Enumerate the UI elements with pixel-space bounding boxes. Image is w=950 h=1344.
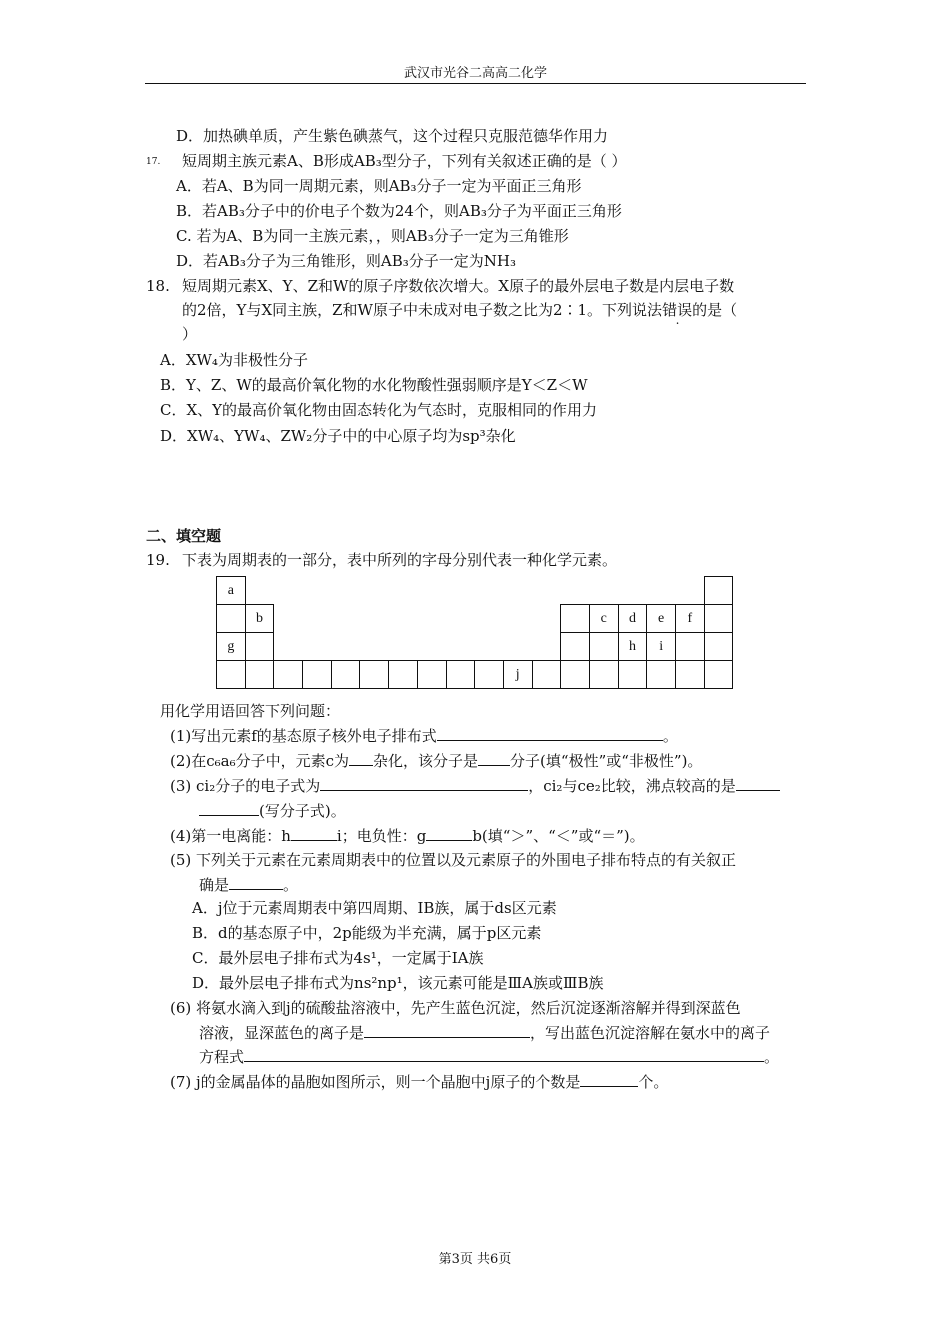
cell-e: e (647, 605, 676, 633)
cell-period2-g18 (704, 605, 733, 633)
q18-stem-line2 (182, 300, 737, 320)
periodic-table (216, 576, 733, 689)
q19-part6-line3 (199, 1046, 779, 1067)
answer-blank[interactable] (244, 1046, 764, 1062)
cell-c: c (589, 605, 618, 633)
q17-number: 17. (146, 157, 161, 167)
cell-period3-g17 (676, 633, 705, 661)
q19-part2 (170, 750, 702, 771)
q19-part6-line2 (199, 1022, 770, 1043)
q19-part5-option-a: A．j位于元素周期表中第四周期、ⅠB族，属于ds区元素 (192, 899, 557, 917)
q17-stem: 短周期主族元素A、B形成AB₃型分子，下列有关叙述正确的是（ ） (182, 152, 627, 170)
answer-blank[interactable] (229, 874, 283, 890)
cell-period4 (417, 661, 446, 689)
q19-part6-line1: (6) 将氨水滴入到j的硫酸盐溶液中，先产生蓝色沉淀，然后沉淀逐渐溶解并得到深蓝色 (170, 999, 741, 1017)
answer-blank[interactable] (349, 750, 373, 766)
answer-blank[interactable] (736, 775, 780, 791)
q19-part4 (170, 825, 645, 846)
q19-part1-text: (1)写出元素f的基态原子核外电子排布式 (170, 727, 437, 745)
q19-stem: 下表为周期表的一部分，表中所列的字母分别代表一种化学元素。 (182, 551, 618, 569)
q18-stem-line3: ） (182, 325, 198, 343)
page-footer: 第3页 共6页 (438, 1252, 512, 1267)
q19-part3b: ，ci₂与ce₂比较，沸点较高的是 (528, 777, 736, 795)
cell-period4 (446, 661, 475, 689)
q18-stem-line2a: 的2倍，Y与X同主族，Z和W原子中未成对电子数之比为2∶1。下列说法 (182, 301, 663, 319)
cell-j: j (503, 661, 532, 689)
cell-period3-g13 (561, 633, 590, 661)
cell-b: b (245, 605, 274, 633)
cell-h: h (618, 633, 647, 661)
cell-period3-g14 (589, 633, 618, 661)
q19-number: 19. (146, 551, 170, 569)
q17-option-c: C. 若为A、B为同一主族元素，，则AB₃分子一定为三角锥形 (176, 227, 569, 245)
q19-part5-option-c: C．最外层电子排布式为4s¹，一定属于ⅠA族 (192, 949, 484, 967)
cell-period4 (274, 661, 303, 689)
q19-part3-line1 (170, 775, 780, 796)
cell-period2-g13 (561, 605, 590, 633)
header-rule (145, 83, 806, 84)
q19-part3a: (3) ci₂分子的电子式为 (170, 777, 321, 795)
cell-period4 (360, 661, 389, 689)
q19-part6d: 方程式 (199, 1048, 245, 1066)
q18-option-a: A．XW₄为非极性分子 (160, 351, 308, 369)
cell-period4 (475, 661, 504, 689)
q19-part2b: 杂化，该分子是 (373, 752, 479, 770)
q19-part7 (170, 1071, 668, 1092)
q19-part7b: 个。 (638, 1073, 669, 1091)
q17-option-d: D．若AB₃分子为三角锥形，则AB₃分子一定为NH₃ (176, 252, 516, 270)
answer-blank[interactable] (291, 825, 337, 841)
answer-blank[interactable] (364, 1022, 530, 1038)
q17-option-b: B．若AB₃分子中的价电子个数为24个，则AB₃分子为平面正三角形 (176, 202, 622, 220)
answer-blank[interactable] (478, 750, 510, 766)
q19-part4a: (4)第一电离能：h (170, 827, 291, 845)
q19-part1-end: 。 (662, 727, 678, 745)
q19-intro: 用化学用语回答下列问题： (160, 702, 341, 720)
q19-part2a: (2)在c₆a₆分子中，元素c为 (170, 752, 350, 770)
answer-blank[interactable] (437, 725, 663, 741)
q18-option-b: B．Y、Z、W的最高价氧化物的水化物酸性强弱顺序是Y＜Z＜W (160, 376, 588, 394)
cell-period4 (245, 661, 274, 689)
section-title: 二、填空题 (146, 527, 222, 545)
answer-blank[interactable] (580, 1071, 638, 1087)
q19-part5-option-b: B．d的基态原子中，2p能级为半充满，属于p区元素 (192, 924, 542, 942)
cell-period2-g1 (217, 605, 246, 633)
q19-part4c: b(填“＞”、“＜”或“＝”)。 (472, 827, 645, 845)
cell-period4 (532, 661, 561, 689)
cell-period4 (389, 661, 418, 689)
cell-period4 (618, 661, 647, 689)
q19-part5-option-d: D．最外层电子排布式为ns²np¹，该元素可能是ⅢA族或ⅢB族 (192, 974, 604, 992)
cell-period4 (303, 661, 332, 689)
q19-part4b: i；电负性：g (336, 827, 427, 845)
cell-period4 (217, 661, 246, 689)
cell-f: f (676, 605, 705, 633)
cell-g: g (217, 633, 246, 661)
q18-stem-line1: 短周期元素X、Y、Z和W的原子序数依次增大。X原子的最外层电子数是内层电子数 (182, 277, 735, 295)
cell-a: a (217, 577, 246, 605)
cell-period4 (589, 661, 618, 689)
cell-period3-g18 (704, 633, 733, 661)
q19-part5-line1: (5) 下列关于元素在元素周期表中的位置以及元素原子的外围电子排布特点的有关叙正 (170, 851, 737, 869)
q19-part2c: 分子(填“极性”或“ (510, 752, 629, 770)
q19-part2d: 非极性”)。 (628, 752, 703, 770)
cell-d: d (618, 605, 647, 633)
q19-part1 (170, 725, 678, 746)
q19-part5b-end: 。 (283, 876, 299, 894)
cell-period4 (331, 661, 360, 689)
q18-stem-line2c: 的是（ (692, 301, 738, 319)
cell-period4 (704, 661, 733, 689)
q18-option-d: D．XW₄、YW₄、ZW₂分子中的中心原子均为sp³杂化 (160, 427, 516, 445)
cell-period4 (676, 661, 705, 689)
q19-part7a: (7) j的金属晶体的晶胞如图所示，则一个晶胞中j原子的个数是 (170, 1073, 581, 1091)
q19-part6c: ，写出蓝色沉淀溶解在氨水中的离子 (530, 1024, 771, 1042)
page-header: 武汉市光谷二高高二化学 (403, 66, 547, 81)
cell-period3-g2 (245, 633, 274, 661)
q19-part3c: (写分子式)。 (259, 802, 346, 820)
q18-option-c: C．X、Y的最高价氧化物由固态转化为气态时，克服相同的作用力 (160, 401, 598, 419)
q19-part3-line2 (199, 800, 346, 821)
q16-option-d: D．加热碘单质，产生紫色碘蒸气，这个过程只克服范德华作用力 (176, 127, 609, 145)
cell-noble-1 (704, 577, 733, 605)
q19-part6b: 溶液，显深蓝色的离子是 (199, 1024, 365, 1042)
cell-period4 (647, 661, 676, 689)
q18-emphasis-wrong: 错误 (662, 301, 693, 319)
answer-blank[interactable] (320, 775, 528, 791)
cell-i: i (647, 633, 676, 661)
answer-blank[interactable] (426, 825, 472, 841)
q18-number: 18. (146, 277, 170, 295)
cell-period4 (561, 661, 590, 689)
q19-part5-line2 (199, 874, 298, 895)
answer-blank[interactable] (199, 800, 259, 816)
q19-part6d-end: 。 (764, 1048, 780, 1066)
q17-option-a: A．若A、B为同一周期元素，则AB₃分子一定为平面正三角形 (176, 177, 582, 195)
q19-part5b: 确是 (199, 876, 230, 894)
